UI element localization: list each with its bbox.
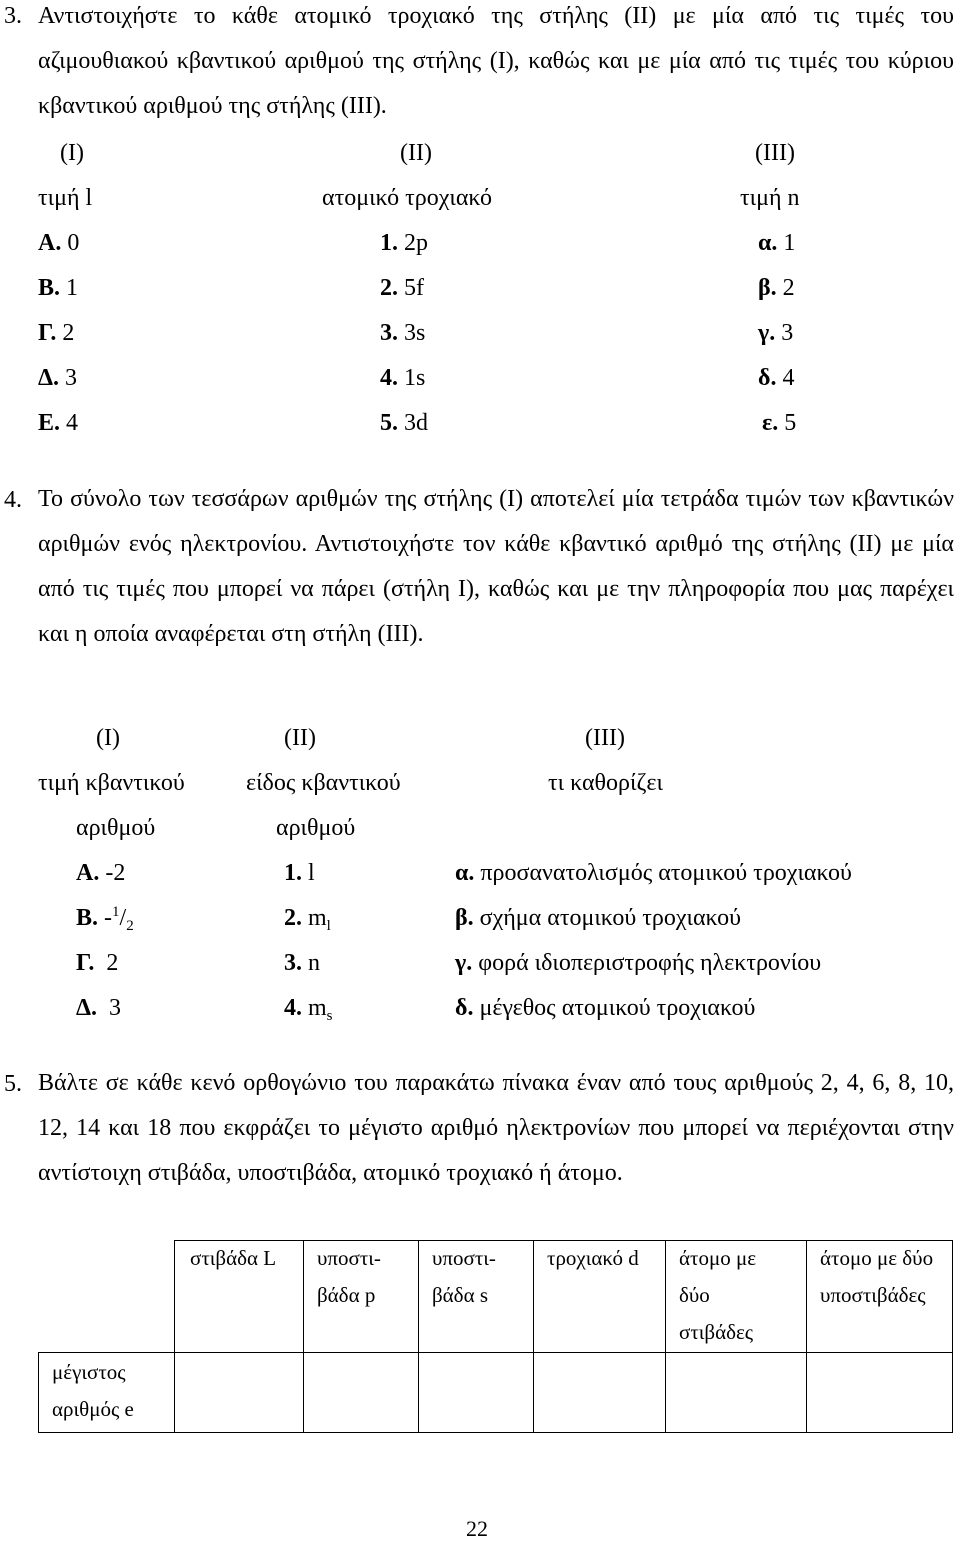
q3-col3-item: α. 1 — [758, 230, 796, 256]
q3-col1-title: τιμή l — [38, 185, 93, 211]
q3-col1-item: Δ. 3 — [38, 365, 78, 391]
q4-col1-title: τιμή κβαντικού — [38, 770, 185, 796]
q3-col3-title: τιμή n — [740, 185, 800, 211]
q5-number: 5. — [4, 1071, 22, 1097]
q3-col2-header: (ΙΙ) — [400, 140, 432, 166]
q4-text: Το σύνολο των τεσσάρων αριθμών της στήλης (Ι) αποτελεί μία τετράδα τιμών των κβαντικών αριθμών ενός ηλεκτρονίου. Αντιστοιχήστε τον κάθε κβαντικό αριθμό της στήλης (ΙΙ) με μία από τις τιμές που μπορεί να πάρει (στήλη Ι), καθώς και με την πληροφορία που μας παρέχει και η οποία αναφέρεται στη στήλη (ΙΙΙ). — [38, 486, 954, 647]
table-line — [952, 1240, 953, 1433]
table-header-cell: άτομο με δύο στιβάδες — [679, 1246, 757, 1344]
q3-col2-item: 1. 2p — [380, 230, 428, 256]
table-header-cell: στιβάδα L — [190, 1246, 277, 1270]
q3-col1-item: Β. 1 — [38, 275, 79, 301]
table-header-cell: άτομο με δύο υποστιβάδες — [820, 1246, 934, 1307]
q3-col3-item: β. 2 — [758, 275, 795, 301]
answer-cell-subshell-p[interactable] — [304, 1353, 418, 1432]
answer-cell-atom-two-shells[interactable] — [666, 1353, 806, 1432]
q4-col1-header: (Ι) — [96, 725, 120, 751]
answer-cell-orbital-d[interactable] — [534, 1353, 665, 1432]
q4-col3-title: τι καθορίζει — [548, 770, 663, 796]
q3-col3-item: γ. 3 — [758, 320, 794, 346]
q4-number: 4. — [4, 487, 22, 513]
q4-col2-title: είδος κβαντικού — [246, 770, 401, 796]
q4-col3-item: δ. μέγεθος ατομικού τροχιακού — [455, 995, 756, 1021]
q4-col3-item: β. σχήμα ατομικού τροχιακού — [455, 905, 741, 931]
q3-col3-item: ε. 5 — [762, 410, 797, 436]
q3-col3-item: δ. 4 — [758, 365, 795, 391]
page-number: 22 — [466, 1516, 488, 1541]
q4-col2-item: 2. $m_l$ — [284, 905, 331, 934]
q3-col2-item: 2. 5f — [380, 275, 424, 301]
q4-col2-header: (ΙΙ) — [284, 725, 316, 751]
q3-col2-item: 4. 1s — [380, 365, 426, 391]
q4-col1-item: Β. $-^1/_2$ — [76, 904, 134, 934]
table-header-cell: υποστι- βάδα p — [317, 1246, 381, 1307]
answer-cell-atom-two-subshells[interactable] — [807, 1353, 952, 1432]
q3-number: 3. — [4, 3, 22, 29]
q4-col1-item: Α. -2 — [76, 860, 126, 886]
q4-col2-item: 1. l — [284, 860, 315, 886]
q3-col2-title: ατομικό τροχιακό — [322, 185, 492, 211]
q4-col2-title-2: αριθμού — [276, 815, 356, 841]
q3-col1-item: Ε. 4 — [38, 410, 79, 436]
table-line — [38, 1432, 953, 1433]
table-row-label: μέγιστος αριθμός e — [52, 1360, 134, 1421]
q3-col1-item: Α. 0 — [38, 230, 80, 256]
q3-col1-item: Γ. 2 — [38, 320, 75, 346]
q3-col2-item: 3. 3s — [380, 320, 426, 346]
q4-col3-item: α. προσανατολισμός ατομικού τροχιακού — [455, 860, 852, 886]
q3-text: Αντιστοιχήστε το κάθε ατομικό τροχιακό της στήλης (ΙΙ) με μία από τις τιμές του αζιμουθιακού κβαντικού αριθμού της στήλης (Ι), καθώς και με μία από τις τιμές του κύριου κβαντικού αριθμού της στήλης (ΙΙΙ). — [38, 3, 954, 119]
q4-col1-item: Γ. 2 — [76, 950, 119, 976]
table-header-cell: τροχιακό d — [547, 1246, 639, 1270]
q4-col2-item: 3. n — [284, 950, 320, 976]
q4-col1-title-2: αριθμού — [76, 815, 156, 841]
q4-col2-item: 4. $m_s$ — [284, 995, 333, 1024]
q4-col3-item: γ. φορά ιδιοπεριστροφής ηλεκτρονίου — [455, 950, 822, 976]
q3-col2-item: 5. 3d — [380, 410, 428, 436]
table-line — [38, 1352, 39, 1433]
answer-cell-shell-l[interactable] — [175, 1353, 303, 1432]
q4-col1-item: Δ. 3 — [76, 995, 122, 1021]
q3-col3-header: (ΙΙΙ) — [755, 140, 795, 166]
q4-col3-header: (ΙΙΙ) — [585, 725, 625, 751]
answer-cell-subshell-s[interactable] — [419, 1353, 533, 1432]
q3-col1-header: (Ι) — [60, 140, 84, 166]
table-header-cell: υποστι- βάδα s — [432, 1246, 496, 1307]
q5-text: Βάλτε σε κάθε κενό ορθογώνιο του παρακάτω πίνακα έναν από τους αριθμούς 2, 4, 6, 8, 10, 12, 14 και 18 που εκφράζει το μέγιστο αριθμό ηλεκτρονίων που μπορεί να περιέχονται στην αντίστοιχη στιβάδα, υποστιβάδα, ατομικό τροχιακό ή άτομο. — [38, 1070, 954, 1186]
